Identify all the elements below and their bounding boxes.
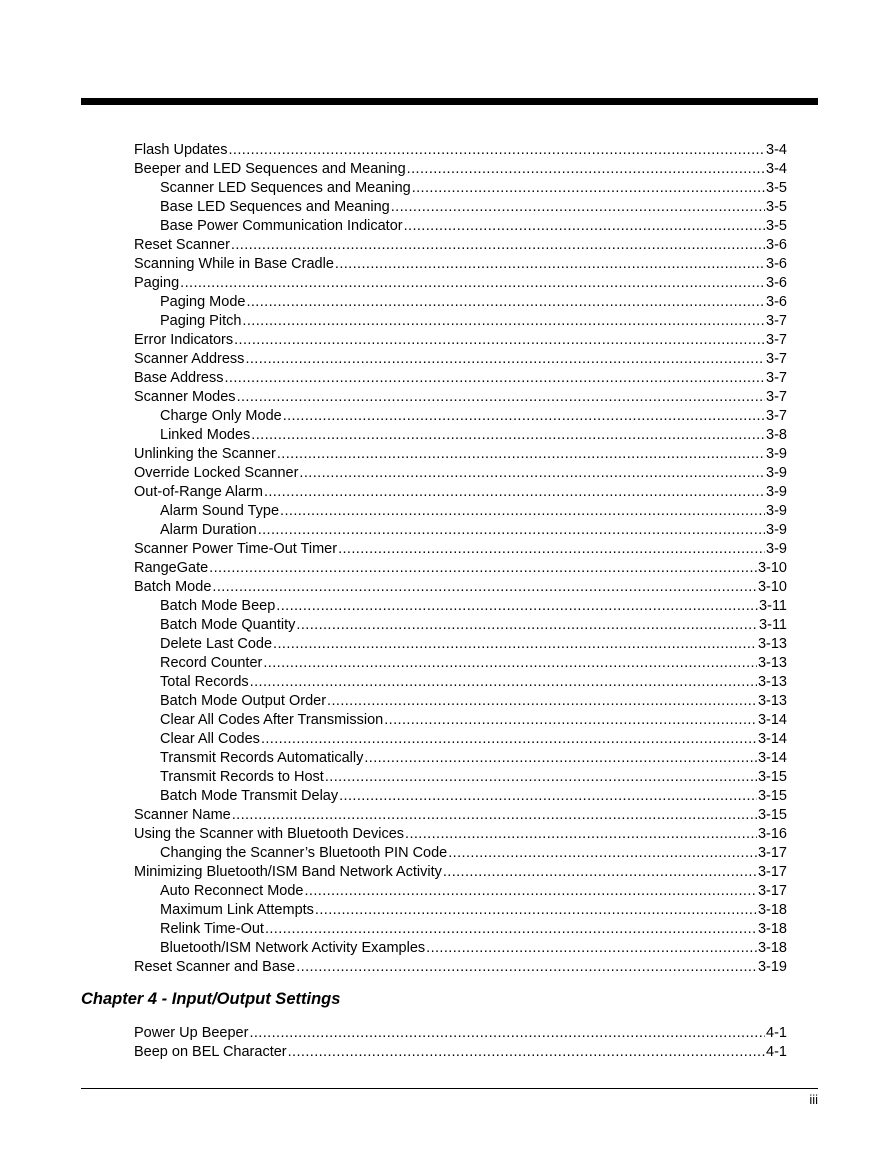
toc-entry[interactable] [134, 559, 787, 578]
toc-entry-page: 3-15 [757, 807, 787, 823]
toc-entry-title: Alarm Sound Type [160, 503, 280, 519]
toc-entry-title: Reset Scanner and Base [134, 959, 296, 975]
toc-entry[interactable] [134, 350, 787, 369]
toc-entry-page: 3-4 [766, 161, 787, 177]
toc-dot-leader [426, 939, 757, 958]
toc-entry[interactable] [134, 293, 787, 312]
toc-entry-page: 3-7 [766, 332, 787, 348]
toc-entry-title: Beep on BEL Character [134, 1044, 287, 1060]
toc-entry-page: 3-13 [757, 693, 787, 709]
toc-entry-title: Using the Scanner with Bluetooth Devices [134, 826, 405, 842]
toc-entry-title: Changing the Scanner’s Bluetooth PIN Code [160, 845, 448, 861]
toc-entry[interactable] [134, 692, 787, 711]
toc-dot-leader [242, 312, 765, 331]
toc-dot-leader [391, 198, 765, 217]
toc-dot-leader [249, 1024, 765, 1043]
toc-entry-page: 4-1 [766, 1044, 787, 1060]
toc-entry[interactable] [134, 141, 787, 160]
toc-entry[interactable] [134, 749, 787, 768]
toc-entry-title: Batch Mode Quantity [160, 617, 296, 633]
toc-dot-leader [263, 654, 757, 673]
toc-dot-leader [264, 483, 765, 502]
toc-dot-leader [237, 388, 765, 407]
toc-entry-page: 3-9 [766, 522, 787, 538]
toc-entry[interactable] [134, 179, 787, 198]
toc-entry-title: Relink Time-Out [160, 921, 264, 937]
toc-entry-page: 3-13 [757, 674, 787, 690]
toc-entry-title: Record Counter [160, 655, 263, 671]
toc-entry-page: 3-16 [757, 826, 787, 842]
toc-entry-page: 3-6 [766, 294, 787, 310]
toc-entry-title: Bluetooth/ISM Network Activity Examples [160, 940, 426, 956]
toc-entry[interactable] [134, 502, 787, 521]
toc-entry[interactable] [134, 654, 787, 673]
toc-dot-leader [212, 578, 757, 597]
toc-entry-page: 3-18 [757, 921, 787, 937]
toc-entry[interactable] [134, 217, 787, 236]
toc-entry[interactable] [134, 426, 787, 445]
toc-entry-page: 3-5 [766, 199, 787, 215]
toc-entry[interactable] [134, 331, 787, 350]
toc-dot-leader [273, 635, 757, 654]
toc-entry[interactable] [134, 312, 787, 331]
toc-entry-title: Minimizing Bluetooth/ISM Band Network Activity [134, 864, 442, 880]
toc-entry[interactable] [134, 825, 787, 844]
toc-entry-page: 3-15 [757, 769, 787, 785]
toc-entry-page: 3-5 [766, 180, 787, 196]
toc-entry-title: Linked Modes [160, 427, 251, 443]
toc-entry-title: Error Indicators [134, 332, 234, 348]
toc-entry-title: Scanner Name [134, 807, 231, 823]
toc-dot-leader [234, 331, 765, 350]
toc-dot-leader [296, 616, 758, 635]
toc-entry-page: 3-14 [757, 712, 787, 728]
toc-entry[interactable] [134, 597, 787, 616]
toc-entry[interactable] [134, 255, 787, 274]
toc-dot-leader [229, 141, 766, 160]
toc-dot-leader [448, 844, 757, 863]
toc-entry-title: Scanner Modes [134, 389, 236, 405]
toc-entry-page: 3-8 [766, 427, 787, 443]
toc-entry[interactable] [134, 939, 787, 958]
page-number: iii [809, 1092, 818, 1107]
toc-entry-title: Transmit Records to Host [160, 769, 324, 785]
toc-entry-page: 3-10 [757, 579, 787, 595]
toc-entry-page: 3-5 [766, 218, 787, 234]
toc-entry[interactable] [134, 578, 787, 597]
toc-entry-page: 3-13 [757, 636, 787, 652]
toc-entry-title: Maximum Link Attempts [160, 902, 314, 918]
toc-dot-leader [288, 1043, 765, 1062]
toc-dot-leader [443, 863, 757, 882]
toc-entry-page: 3-14 [757, 750, 787, 766]
toc-entry-page: 3-9 [766, 541, 787, 557]
toc-dot-leader [258, 521, 765, 540]
toc-entry[interactable] [134, 388, 787, 407]
toc-entry-page: 3-17 [757, 845, 787, 861]
toc-dot-leader [209, 559, 757, 578]
toc-dot-leader [265, 920, 757, 939]
toc-entry-page: 3-6 [766, 275, 787, 291]
toc-entry-title: Transmit Records Automatically [160, 750, 364, 766]
toc-entry-page: 3-11 [759, 598, 787, 614]
toc-dot-leader [232, 806, 757, 825]
toc-entry[interactable] [134, 844, 787, 863]
toc-entry[interactable] [134, 730, 787, 749]
toc-dot-leader [246, 293, 765, 312]
toc-entry[interactable] [134, 407, 787, 426]
toc-entry[interactable] [134, 958, 787, 977]
toc-entry-title: Unlinking the Scanner [134, 446, 276, 462]
toc-entry-title: Power Up Beeper [134, 1025, 249, 1041]
toc-entry-page: 3-17 [757, 864, 787, 880]
toc-entry[interactable] [134, 673, 787, 692]
toc-entry-title: Base LED Sequences and Meaning [160, 199, 390, 215]
toc-entry[interactable] [134, 920, 787, 939]
toc-entry-page: 3-14 [757, 731, 787, 747]
toc-entry[interactable] [134, 445, 787, 464]
toc-entry-page: 3-9 [766, 503, 787, 519]
toc-entry-page: 3-7 [766, 408, 787, 424]
toc-entry-title: Clear All Codes [160, 731, 260, 747]
toc-dot-leader [296, 958, 757, 977]
toc-dot-leader [364, 749, 757, 768]
toc-dot-leader [338, 540, 765, 559]
toc-entry-page: 3-7 [766, 370, 787, 386]
toc-dot-leader [276, 597, 758, 616]
toc-entry-page: 3-9 [766, 446, 787, 462]
toc-entry[interactable] [134, 1043, 787, 1062]
toc-entry[interactable] [134, 198, 787, 217]
toc-entry-title: Paging [134, 275, 180, 291]
toc-entry-title: Base Power Communication Indicator [160, 218, 403, 234]
toc-entry-title: Auto Reconnect Mode [160, 883, 304, 899]
toc-entry-title: Batch Mode Output Order [160, 693, 327, 709]
toc-dot-leader [407, 160, 765, 179]
toc-entry-page: 3-6 [766, 237, 787, 253]
toc-entry[interactable] [134, 711, 787, 730]
toc-entry-page: 3-15 [757, 788, 787, 804]
toc-entry[interactable] [134, 882, 787, 901]
toc-entry-title: Batch Mode Beep [160, 598, 276, 614]
toc-entry-title: Base Address [134, 370, 224, 386]
toc-entry-title: Scanner LED Sequences and Meaning [160, 180, 411, 196]
toc-dot-leader [180, 274, 765, 293]
toc-entry-title: Clear All Codes After Transmission [160, 712, 384, 728]
toc-dot-leader [315, 901, 757, 920]
toc-entry[interactable] [134, 768, 787, 787]
toc-entry[interactable] [134, 616, 787, 635]
toc-dot-leader [339, 787, 757, 806]
toc-entry-page: 3-7 [766, 351, 787, 367]
toc-entry[interactable] [134, 901, 787, 920]
toc-dot-leader [304, 882, 756, 901]
chapter-4-contents [134, 1024, 787, 1062]
toc-entry[interactable] [134, 1024, 787, 1043]
toc-entry-page: 3-6 [766, 256, 787, 272]
toc-dot-leader [299, 464, 765, 483]
toc-entry[interactable] [134, 806, 787, 825]
toc-entry-page: 3-7 [766, 389, 787, 405]
toc-entry-title: Scanner Address [134, 351, 245, 367]
toc-entry-title: Alarm Duration [160, 522, 257, 538]
toc-entry-title: Out-of-Range Alarm [134, 484, 263, 500]
toc-dot-leader [245, 350, 765, 369]
toc-dot-leader [335, 255, 765, 274]
table-of-contents [134, 141, 787, 977]
toc-entry-title: Scanner Power Time-Out Timer [134, 541, 338, 557]
toc-entry-title: Paging Mode [160, 294, 246, 310]
toc-entry[interactable] [134, 369, 787, 388]
toc-dot-leader [327, 692, 757, 711]
toc-entry-title: Total Records [160, 674, 249, 690]
header-rule [81, 98, 818, 105]
toc-entry-title: Override Locked Scanner [134, 465, 299, 481]
toc-entry-page: 3-7 [766, 313, 787, 329]
toc-entry[interactable] [134, 863, 787, 882]
toc-dot-leader [384, 711, 757, 730]
toc-entry-title: Scanning While in Base Cradle [134, 256, 334, 272]
toc-dot-leader [250, 673, 757, 692]
toc-entry-page: 3-17 [757, 883, 787, 899]
toc-dot-leader [231, 236, 765, 255]
toc-entry-page: 3-18 [757, 940, 787, 956]
toc-entry-title: Paging Pitch [160, 313, 242, 329]
toc-entry-title: Delete Last Code [160, 636, 273, 652]
toc-entry-title: Batch Mode Transmit Delay [160, 788, 339, 804]
footer-rule [81, 1088, 818, 1089]
chapter-heading: Chapter 4 - Input/Output Settings [81, 990, 341, 1008]
toc-dot-leader [325, 768, 757, 787]
toc-entry-title: Flash Updates [134, 142, 228, 158]
toc-entry-page: 3-9 [766, 484, 787, 500]
toc-dot-leader [412, 179, 765, 198]
toc-entry[interactable] [134, 787, 787, 806]
toc-entry[interactable] [134, 635, 787, 654]
toc-entry[interactable] [134, 464, 787, 483]
toc-entry-page: 4-1 [766, 1025, 787, 1041]
toc-entry[interactable] [134, 521, 787, 540]
toc-entry[interactable] [134, 540, 787, 559]
toc-entry[interactable] [134, 483, 787, 502]
toc-dot-leader [224, 369, 765, 388]
toc-entry-page: 3-9 [766, 465, 787, 481]
toc-entry-title: Reset Scanner [134, 237, 230, 253]
toc-dot-leader [277, 445, 765, 464]
toc-entry[interactable] [134, 274, 787, 293]
toc-dot-leader [405, 825, 757, 844]
toc-entry-title: RangeGate [134, 560, 209, 576]
toc-entry[interactable] [134, 236, 787, 255]
toc-entry[interactable] [134, 160, 787, 179]
toc-dot-leader [261, 730, 757, 749]
toc-dot-leader [404, 217, 765, 236]
toc-entry-page: 3-10 [757, 560, 787, 576]
toc-dot-leader [283, 407, 765, 426]
toc-entry-title: Batch Mode [134, 579, 212, 595]
toc-entry-page: 3-11 [759, 617, 787, 633]
toc-entry-title: Beeper and LED Sequences and Meaning [134, 161, 406, 177]
toc-entry-page: 3-13 [757, 655, 787, 671]
toc-entry-page: 3-19 [757, 959, 787, 975]
toc-entry-page: 3-4 [766, 142, 787, 158]
toc-dot-leader [251, 426, 765, 445]
toc-dot-leader [280, 502, 765, 521]
toc-entry-title: Charge Only Mode [160, 408, 282, 424]
toc-entry-page: 3-18 [757, 902, 787, 918]
